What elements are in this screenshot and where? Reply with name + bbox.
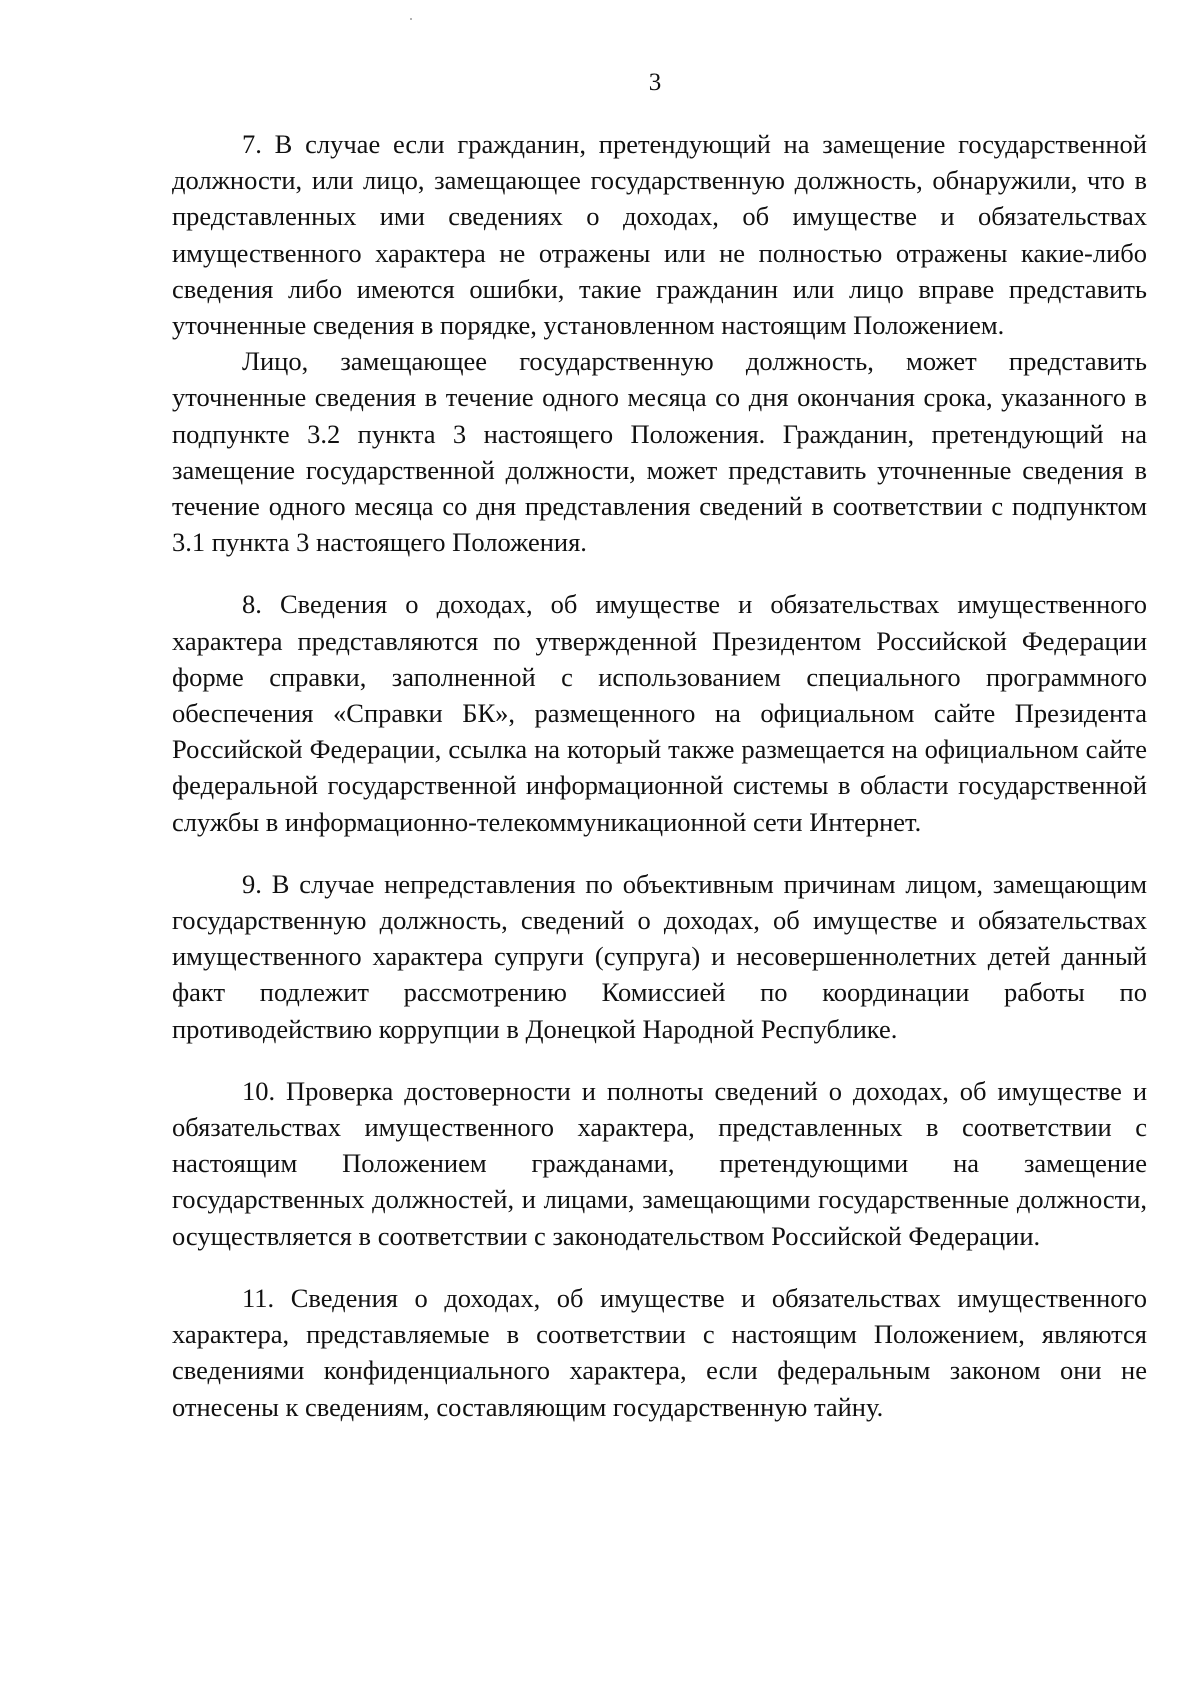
paragraph-11: 11. Сведения о доходах, об имуществе и обязательствах имущественного характера, представляемые в соответствии с настоящим Положением, являются сведениями конфиденциального характера, если федеральным законом они не отнесены к сведениям, составляющим государственную тайну.	[172, 1282, 1147, 1422]
scan-speck	[410, 18, 412, 20]
paragraph-7: 7. В случае если гражданин, претендующий на замещение государственной должности, или лицо, замещающее государственную должность, обнаружили, что в представленных ими сведениях о доходах, об имуществе и обязательствах имущественного характера не отражены или не полностью отражены какие-либо сведения либо имеются ошибки, такие гражданин или лицо вправе представить уточненные сведения в порядке, установленном настоящим Положением.	[172, 129, 1147, 341]
paragraph-10: 10. Проверка достоверности и полноты сведений о доходах, об имуществе и обязательствах имущественного характера, представленных в соответствии с настоящим Положением гражданами, претендующими на замещение государственных должностей, и лицами, замещающими государственные должности, осуществляется в соответствии с законодательством Российской Федерации.	[172, 1075, 1147, 1251]
paragraph-7-continued: Лицо, замещающее государственную должность, может представить уточненные сведения в течение одного месяца со дня окончания срока, указанного в подпункте 3.2 пункта 3 настоящего Положения. Гражданин, претендующий на замещение государственной должности, может представить уточненные сведения в течение одного месяца со дня представления сведений в соответствии с подпунктом 3.1 пункта 3 настоящего Положения.	[172, 346, 1147, 558]
paragraph-8: 8. Сведения о доходах, об имуществе и обязательствах имущественного характера представляются по утвержденной Президентом Российской Федерации форме справки, заполненной с использованием специального программного обеспечения «Справки БК», размещенного на официальном сайте Президента Российской Федерации, ссылка на который также размещается на официальном сайте федеральной государственной информационной системы в области государственной службы в информационно-телекоммуникационной сети Интернет.	[172, 589, 1147, 837]
paragraph-9: 9. В случае непредставления по объективным причинам лицом, замещающим государственную должность, сведений о доходах, об имуществе и обязательствах имущественного характера супруги (супруга) и несовершеннолетних детей данный факт подлежит рассмотрению Комиссией по координации работы по противодействию коррупции в Донецкой Народной Республике.	[172, 868, 1147, 1044]
page-number: 3	[648, 69, 662, 96]
document-body	[172, 126, 1147, 1425]
